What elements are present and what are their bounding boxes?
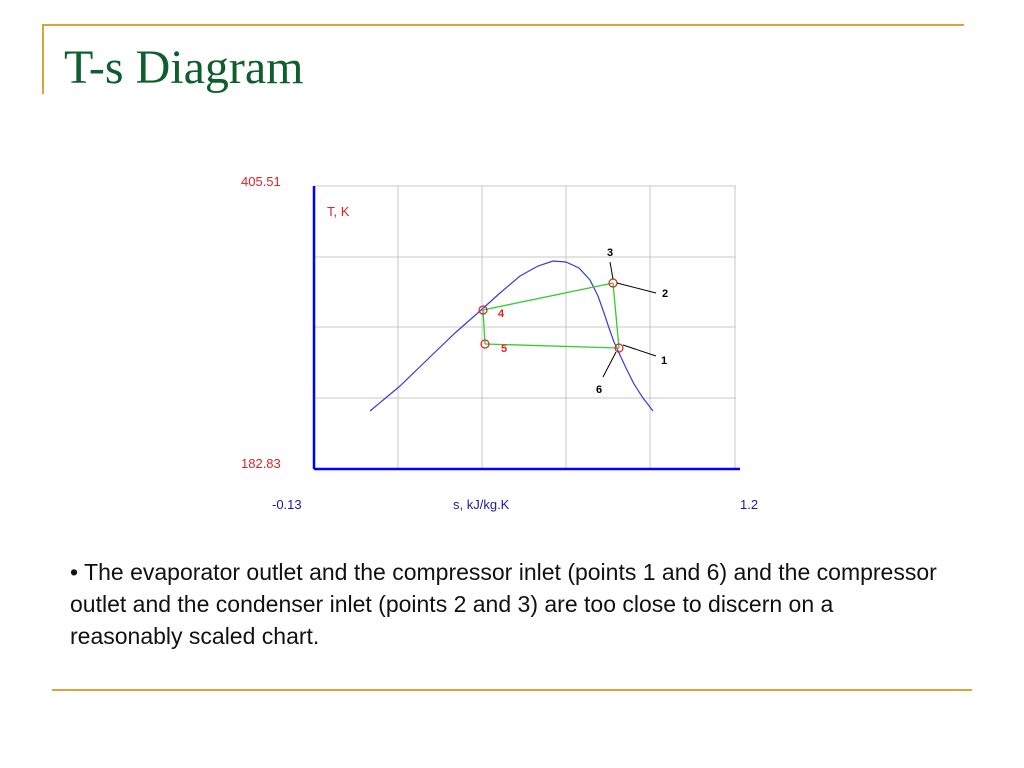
leader-1 [623, 345, 656, 356]
x-tick-min: -0.13 [272, 497, 302, 512]
y-axis-label: T, K [327, 204, 350, 219]
y-tick-min: 182.83 [241, 456, 281, 471]
y-tick-max: 405.51 [241, 174, 281, 189]
bullet: • [70, 559, 79, 585]
leader-3 [610, 262, 613, 279]
point-label-6: 6 [596, 384, 603, 396]
point-label-2: 2 [662, 288, 669, 300]
x-tick-max: 1.2 [740, 497, 759, 512]
leader-6 [603, 352, 616, 377]
caption [70, 556, 950, 652]
point-label-5: 5 [501, 343, 508, 355]
slide-title: T-s Diagram [64, 41, 304, 94]
cycle-line-2-4 [483, 283, 613, 310]
grid-lines [314, 186, 736, 469]
point-labels [498, 247, 668, 396]
x-axis-label: s, kJ/kg.K [453, 497, 510, 512]
caption-text: The evaporator outlet and the compressor inlet (points 1 and 6) and the compressor outlet and the condenser inlet (points 2 and 3) are too close to discern on a reasonably scaled chart. [70, 559, 937, 649]
point-label-4: 4 [498, 308, 505, 320]
bottom-accent-line [52, 689, 972, 691]
point-label-3: 3 [607, 247, 614, 259]
cycle-line-1-2 [613, 283, 619, 348]
point-label-1: 1 [661, 355, 668, 367]
